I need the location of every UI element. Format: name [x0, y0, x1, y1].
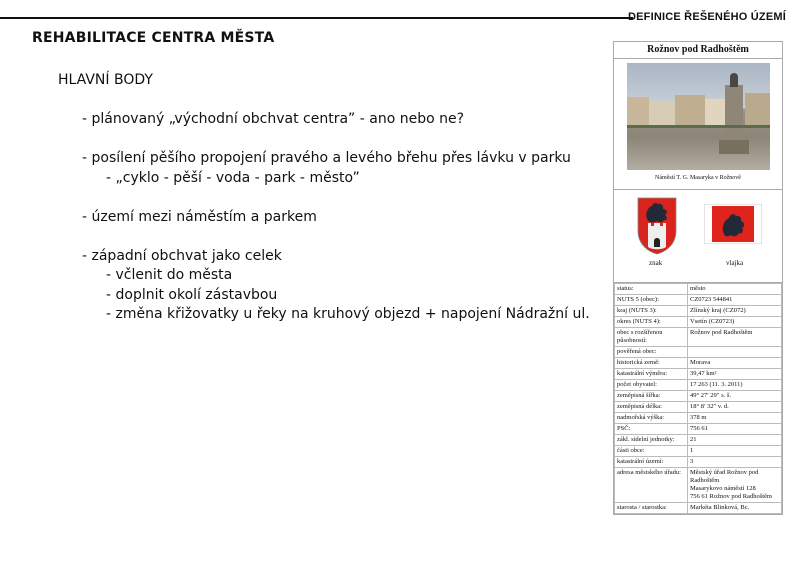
page-subtitle: HLAVNÍ BODY — [58, 72, 153, 88]
point-item — [82, 110, 590, 130]
facts-table — [614, 283, 782, 514]
fact-row — [615, 284, 782, 295]
fact-row — [615, 457, 782, 468]
fact-row — [615, 306, 782, 317]
fact-key: NUTS 5 (obec): — [615, 295, 688, 306]
fact-key: historická země: — [615, 358, 688, 369]
fact-key: kraj (NUTS 3): — [615, 306, 688, 317]
fact-key: zeměpisná délka: — [615, 402, 688, 413]
fact-key: obec s rozšířenou působností: — [615, 328, 688, 347]
fact-key: zákl. sídelní jednotky: — [615, 435, 688, 446]
fact-value: 18° 8′ 32″ v. d. — [688, 402, 782, 413]
point-text: - posílení pěšího propojení pravého a levého břehu přes lávku v parku — [82, 150, 571, 166]
points-list — [82, 110, 590, 344]
fact-row — [615, 424, 782, 435]
fact-key: PSČ: — [615, 424, 688, 435]
fact-key: pověřená obec: — [615, 347, 688, 358]
fact-key: katastrální území: — [615, 457, 688, 468]
point-item — [82, 247, 590, 325]
point-item — [82, 208, 590, 228]
header-rule — [0, 17, 633, 19]
fact-row — [615, 402, 782, 413]
fact-value: CZ0723 544841 — [688, 295, 782, 306]
fact-row — [615, 328, 782, 347]
point-text: - západní obchvat jako celek — [82, 247, 282, 264]
fact-value: Městský úřad Rožnov pod Radhoštěm Masarykovo náměstí 128 756 61 Rožnov pod Radhoštěm — [688, 468, 782, 503]
fact-value: 378 m — [688, 413, 782, 424]
fact-value: 1 — [688, 446, 782, 457]
fact-value: Rožnov pod Radhoštěm — [688, 328, 782, 347]
fact-row — [615, 435, 782, 446]
fact-value: 21 — [688, 435, 782, 446]
fact-row — [615, 347, 782, 358]
coat-of-arms-icon — [637, 197, 677, 255]
fact-value: Zlínský kraj (CZ072) — [688, 306, 782, 317]
fact-value — [688, 347, 782, 358]
fact-key: počet obyvatel: — [615, 380, 688, 391]
fact-value: 756 61 — [688, 424, 782, 435]
town-infobox — [613, 41, 783, 515]
fact-row — [615, 369, 782, 380]
fact-value: 3 — [688, 457, 782, 468]
infobox-title: Rožnov pod Radhoštěm — [614, 42, 782, 59]
fact-value: 17 263 (11. 3. 2011) — [688, 380, 782, 391]
fact-key: katastrální výměra: — [615, 369, 688, 380]
fact-key: status: — [615, 284, 688, 295]
fact-key: starosta / starostka: — [615, 503, 688, 514]
fact-key: nadmořská výška: — [615, 413, 688, 424]
fact-row — [615, 358, 782, 369]
flag-label: vlajka — [726, 259, 744, 267]
fact-row — [615, 380, 782, 391]
fact-key: části obce: — [615, 446, 688, 457]
point-text: - území mezi náměstím a parkem — [82, 208, 317, 225]
fact-key: adresa městského úřadu: — [615, 468, 688, 503]
fact-row — [615, 446, 782, 457]
sub-point: - včlenit do města — [106, 267, 233, 283]
fact-value: 49° 27′ 29″ s. š. — [688, 391, 782, 402]
fact-row — [615, 503, 782, 514]
page-title: REHABILITACE CENTRA MĚSTA — [32, 30, 275, 46]
flag-icon — [704, 204, 762, 244]
fact-row — [615, 391, 782, 402]
sub-point: - „cyklo - pěší - voda - park - město” — [106, 169, 360, 186]
sub-point: - změna křižovatky u řeky na kruhový objezd + napojení Nádražní ul. — [106, 306, 590, 322]
point-text: - plánovaný „východní obchvat centra” - ano nebo ne? — [82, 111, 465, 127]
symbols-row — [614, 190, 782, 283]
fact-value: Morava — [688, 358, 782, 369]
fact-key: okres (NUTS 4): — [615, 317, 688, 328]
fact-value: Markéta Blinková, Bc. — [688, 503, 782, 514]
town-square-photo — [627, 63, 770, 170]
fact-value: Vsetín (CZ0723) — [688, 317, 782, 328]
fact-row — [615, 317, 782, 328]
sub-point: - doplnit okolí zástavbou — [106, 286, 278, 303]
coat-label: znak — [649, 259, 663, 267]
fact-key: zeměpisná šířka: — [615, 391, 688, 402]
fact-value: 39,47 km² — [688, 369, 782, 380]
section-label: DEFINICE ŘEŠENÉHO ÚZEMÍ — [627, 11, 786, 23]
fact-row — [615, 468, 782, 503]
point-item — [82, 149, 590, 188]
photo-caption: Náměstí T. G. Masaryka v Rožnově — [614, 170, 782, 190]
fact-value: město — [688, 284, 782, 295]
fact-row — [615, 413, 782, 424]
fact-row — [615, 295, 782, 306]
